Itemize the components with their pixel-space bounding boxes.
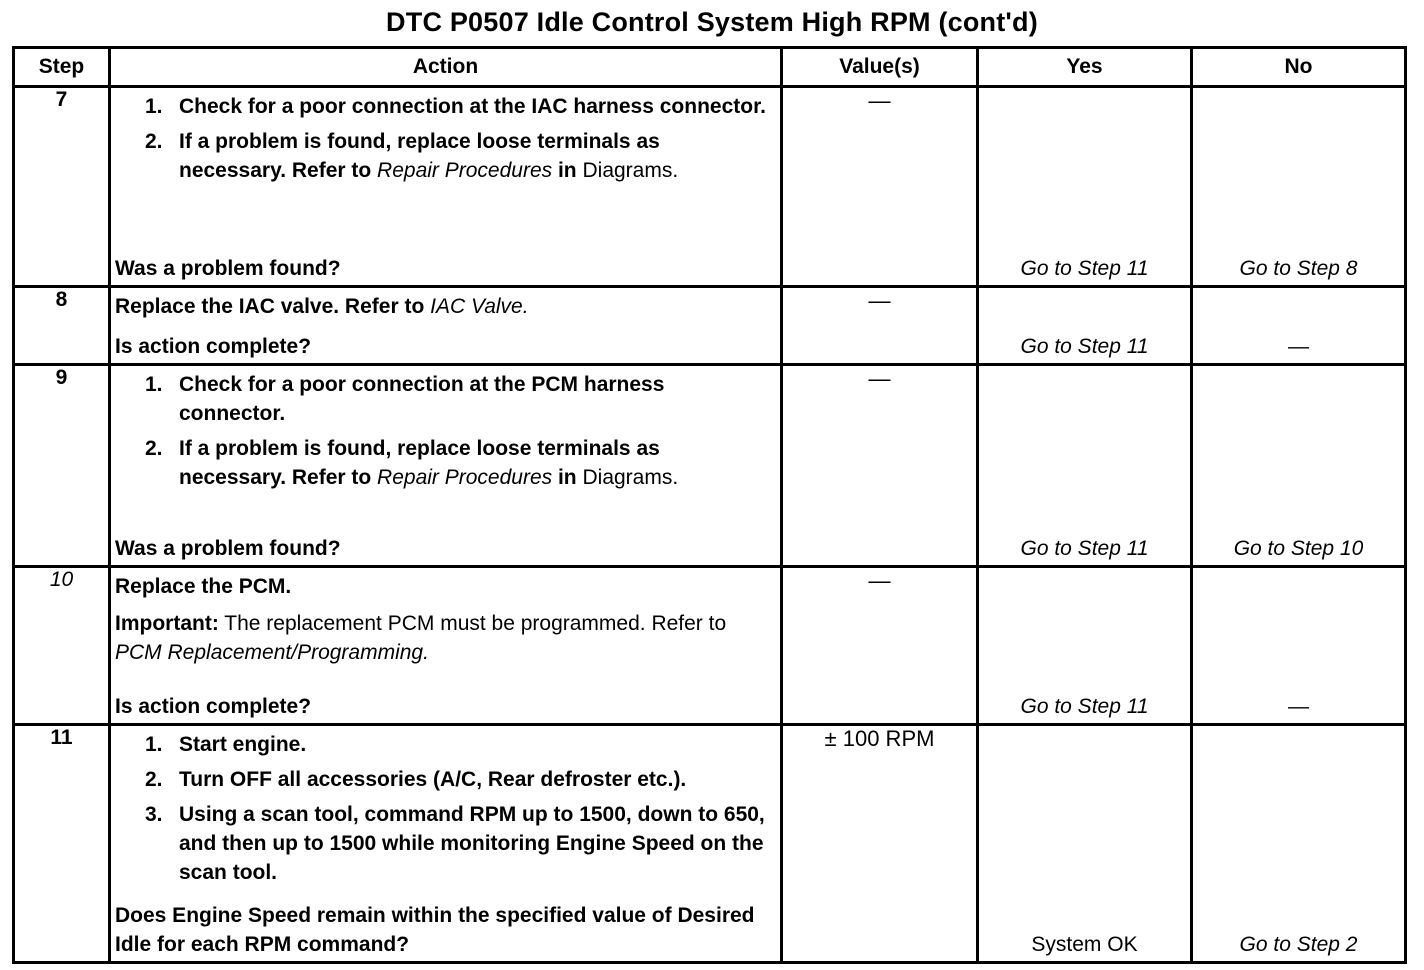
reference-link: Repair Procedures	[377, 159, 553, 182]
table-row	[14, 567, 1406, 725]
value-text: —	[868, 366, 891, 391]
no-cell	[1192, 567, 1406, 725]
value-cell	[782, 365, 978, 567]
yes-cell	[978, 365, 1192, 567]
step-number: 7	[14, 87, 110, 287]
step-number: 10	[14, 567, 110, 725]
value-cell	[782, 87, 978, 287]
table-row	[14, 725, 1406, 963]
yes-action: Go to Step 11	[1020, 695, 1149, 718]
action-cell	[110, 87, 782, 287]
no-cell	[1192, 725, 1406, 963]
table-row	[14, 365, 1406, 567]
page-title: DTC P0507 Idle Control System High RPM (cont'd)	[386, 7, 1038, 37]
step-number: 8	[14, 287, 110, 365]
list-item: 1. Check for a poor connection at the PCM harness connector.	[145, 373, 665, 425]
yes-cell	[978, 287, 1192, 365]
no-action: Go to Step 8	[1239, 257, 1358, 280]
question-text: Is action complete?	[115, 695, 312, 718]
no-cell	[1192, 87, 1406, 287]
value-text: —	[868, 288, 891, 313]
value-cell	[782, 567, 978, 725]
yes-action: Go to Step 11	[1020, 257, 1149, 280]
list-item: 1. Start engine.	[145, 733, 307, 756]
action-text: Replace the PCM.	[115, 575, 292, 598]
action-cell	[110, 567, 782, 725]
value-cell	[782, 287, 978, 365]
yes-cell	[978, 567, 1192, 725]
no-action: Go to Step 10	[1233, 537, 1364, 560]
no-action: Go to Step 2	[1239, 933, 1358, 956]
question-text: Does Engine Speed remain within the specified value of Desired Idle for each RPM command?	[115, 904, 755, 956]
diagnostic-table	[12, 46, 1407, 964]
reference-link: Repair Procedures	[377, 466, 553, 489]
value-text: —	[868, 88, 891, 113]
yes-action: System OK	[1031, 933, 1138, 956]
value-text: —	[868, 568, 891, 593]
yes-action: Go to Step 11	[1020, 335, 1149, 358]
header-action: Action	[110, 48, 782, 87]
action-cell	[110, 725, 782, 963]
action-cell	[110, 287, 782, 365]
table-header-row	[14, 48, 1406, 87]
question-text: Is action complete?	[115, 335, 312, 358]
reference-link: PCM Replacement/Programming.	[115, 641, 429, 664]
step-number: 9	[14, 365, 110, 567]
header-yes: Yes	[978, 48, 1192, 87]
header-values: Value(s)	[782, 48, 978, 87]
yes-cell	[978, 87, 1192, 287]
list-item: 3. Using a scan tool, command RPM up to 1500, down to 650, and then up to 1500 while monitoring Engine Speed on the scan tool.	[145, 803, 765, 884]
question-text: Was a problem found?	[115, 257, 341, 280]
no-cell	[1192, 365, 1406, 567]
header-step: Step	[14, 48, 110, 87]
header-no: No	[1192, 48, 1406, 87]
value-text: ± 100 RPM	[824, 726, 935, 751]
list-item: 2. If a problem is found, replace loose terminals as necessary. Refer to Repair Procedures in Diagrams.	[145, 437, 679, 489]
action-cell	[110, 365, 782, 567]
no-cell	[1192, 287, 1406, 365]
list-item: 2. Turn OFF all accessories (A/C, Rear defroster etc.).	[145, 768, 687, 791]
step-number: 11	[14, 725, 110, 963]
no-action: —	[1288, 695, 1309, 718]
question-text: Was a problem found?	[115, 537, 341, 560]
list-item: 1. Check for a poor connection at the IAC harness connector.	[145, 95, 766, 118]
no-action: —	[1288, 335, 1309, 358]
table-row	[14, 87, 1406, 287]
important-note: Important: The replacement PCM must be programmed. Refer to PCM Replacement/Programming.	[115, 612, 727, 664]
value-cell	[782, 725, 978, 963]
yes-cell	[978, 725, 1192, 963]
list-item: 2. If a problem is found, replace loose terminals as necessary. Refer to Repair Procedures in Diagrams.	[145, 130, 679, 182]
action-text: Replace the IAC valve. Refer to IAC Valve.	[115, 295, 529, 318]
reference-link: IAC Valve.	[430, 295, 529, 318]
table-row	[14, 287, 1406, 365]
yes-action: Go to Step 11	[1020, 537, 1149, 560]
